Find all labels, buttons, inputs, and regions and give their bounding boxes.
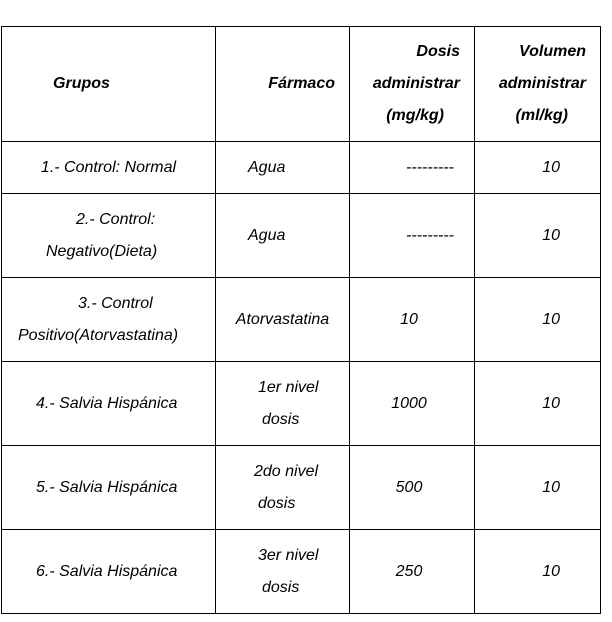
cell-farmaco-line: 1er nivel bbox=[258, 378, 319, 396]
cell-dosis: 250 bbox=[350, 530, 475, 614]
cell-farmaco: Agua bbox=[216, 142, 350, 194]
table-row bbox=[2, 530, 601, 614]
header-farmaco: Fármaco bbox=[216, 27, 350, 142]
cell-farmaco bbox=[216, 446, 350, 530]
cell-grupo-line: 3.- Control bbox=[78, 294, 153, 312]
cell-grupo: 1.- Control: Normal bbox=[2, 142, 216, 194]
cell-farmaco bbox=[216, 530, 350, 614]
header-dosis-line: (mg/kg) bbox=[386, 107, 444, 124]
table-row bbox=[2, 278, 601, 362]
header-volumen-line: (ml/kg) bbox=[515, 107, 568, 124]
cell-dosis: 1000 bbox=[350, 362, 475, 446]
cell-volumen: 10 bbox=[475, 142, 601, 194]
cell-volumen: 10 bbox=[475, 362, 601, 446]
header-dosis bbox=[350, 27, 475, 142]
cell-farmaco bbox=[216, 362, 350, 446]
table-header-row bbox=[2, 27, 601, 142]
cell-grupo: 6.- Salvia Hispánica bbox=[2, 530, 216, 614]
cell-volumen: 10 bbox=[475, 530, 601, 614]
header-volumen-line: administrar bbox=[498, 75, 586, 92]
cell-grupo bbox=[2, 194, 216, 278]
cell-dosis: 10 bbox=[350, 278, 475, 362]
table-row bbox=[2, 194, 601, 278]
header-dosis-line: administrar bbox=[372, 75, 460, 92]
cell-farmaco-line: dosis bbox=[262, 578, 300, 596]
cell-volumen: 10 bbox=[475, 194, 601, 278]
cell-dosis: --------- bbox=[350, 142, 475, 194]
table-row bbox=[2, 362, 601, 446]
cell-farmaco: Atorvastatina bbox=[216, 278, 350, 362]
cell-dosis: --------- bbox=[350, 194, 475, 278]
cell-grupo-line: Negativo(Dieta) bbox=[46, 242, 158, 260]
cell-volumen: 10 bbox=[475, 278, 601, 362]
header-volumen-line: Volumen bbox=[519, 43, 586, 60]
cell-grupo bbox=[2, 278, 216, 362]
table-row bbox=[2, 446, 601, 530]
cell-grupo-line: Positivo(Atorvastatina) bbox=[18, 326, 179, 344]
cell-farmaco-line: 3er nivel bbox=[258, 546, 319, 564]
dosing-table bbox=[1, 26, 601, 614]
cell-farmaco: Agua bbox=[216, 194, 350, 278]
cell-grupo: 5.- Salvia Hispánica bbox=[2, 446, 216, 530]
cell-farmaco-line: 2do nivel bbox=[254, 462, 319, 480]
cell-grupo-line: 2.- Control: bbox=[76, 210, 156, 228]
cell-farmaco-line: dosis bbox=[258, 494, 296, 512]
header-dosis-line: Dosis bbox=[416, 43, 460, 60]
cell-volumen: 10 bbox=[475, 446, 601, 530]
header-volumen bbox=[475, 27, 601, 142]
cell-farmaco-line: dosis bbox=[262, 410, 300, 428]
cell-dosis: 500 bbox=[350, 446, 475, 530]
cell-grupo: 4.- Salvia Hispánica bbox=[2, 362, 216, 446]
header-grupos: Grupos bbox=[2, 27, 216, 142]
table-row bbox=[2, 142, 601, 194]
